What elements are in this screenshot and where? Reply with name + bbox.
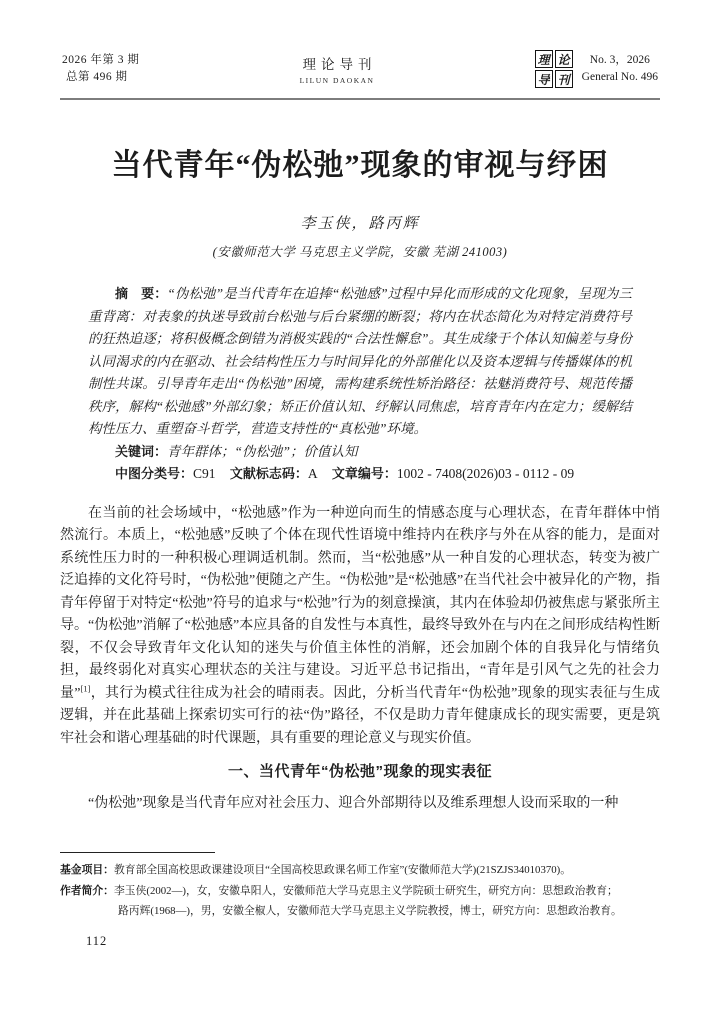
intro-paragraph: [60, 503, 660, 751]
issue-general-en: General No. 496: [581, 71, 658, 83]
clc-line: [88, 463, 632, 486]
seal-char: 导: [535, 70, 553, 88]
author-bio-note: [60, 881, 660, 902]
issue-number-en: No. 3，2026: [589, 53, 650, 66]
section1-paragraph: “伪松弛”现象是当代青年应对社会压力、迎合外部期待以及维系理想人设而采取的一种: [88, 795, 619, 811]
journal-name-cn: 理论导刊: [302, 57, 377, 72]
doc-code-value: A: [307, 466, 318, 481]
seal-char: 理: [535, 50, 553, 68]
clc-label: 中图分类号：: [115, 466, 194, 481]
article-affiliation: (安徽师范大学 马克思主义学院，安徽 芜湖 241003): [212, 245, 508, 259]
abstract-paragraph: [88, 283, 632, 441]
fund-project-label: 基金项目：: [60, 864, 114, 876]
fund-project-note: [60, 860, 660, 881]
seal-char: 论: [555, 50, 573, 68]
footnote-area: [60, 852, 660, 922]
keywords-text: 青年群体；“伪松弛”；价值认知: [167, 443, 358, 459]
citation-marker: [1]: [80, 682, 91, 693]
journal-seal-logo: [535, 50, 573, 88]
page-number: 112: [86, 934, 108, 948]
keywords-line: [88, 441, 632, 464]
article-title: 当代青年“伪松弛”现象的审视与纾困: [111, 149, 609, 182]
article-body: [60, 503, 660, 816]
issue-info-en-block: [535, 50, 658, 88]
journal-name-pinyin: LILUN DAOKAN: [299, 76, 375, 85]
section1-heading: 一、当代青年“伪松弛”现象的现实表征: [227, 763, 492, 780]
footnote-divider: [60, 852, 215, 853]
abstract-block: [60, 283, 660, 486]
fund-project-text: 教育部全国高校思政课建设项目“全国高校思政课名师工作室”(安徽师范大学)(21SZJS34010370)。: [113, 864, 572, 876]
article-id-value: 1002 - 7408(2026)03 - 0112 - 09: [396, 466, 575, 481]
intro-text-before: 在当前的社会场域中，“松弛感”作为一种逆向而生的情感态度与心理状态，在青年群体中悄然流行。本质上，“松弛感”反映了个体在现代性语境中维持内在秩序与外在从容的能力，是面对系统性压力时的一种积极心理调适机制。然而，当“松弛感”从一种自发的心理状态，转变为被广泛追捧的文化符号时，“伪松弛”便随之产生。“伪松弛”是“松弛感”在当代社会中被异化的产物，指青年停留于对特定“松弛”符号的追求与“松弛”行为的刻意操演，其内在体验却仍被焦虑与紧张所主导。“伪松弛”消解了“松弛感”本应具备的自发性与本真性，最终导致外在与内在之间形成结构性断裂，不仅会导致青年文化认知的迷失与价值主体性的消解，还会加剧个体的自我异化与情绪负担，最终弱化对真实心理状态的关注与建设。习近平总书记指出，“青年是引风气之先的社会力量”: [60, 505, 660, 701]
article-id-label: 文章编号：: [331, 466, 397, 481]
abstract-text: “伪松弛”是当代青年在追捧“松弛感”过程中异化而形成的文化现象，呈现为三重背离：对表象的执迷导致前台松弛与后台紧绷的断裂；将内在状态简化为对特定消费符号的狂热追逐；将积极概念倒错为消极实践的“合法性懈怠”。其生成缘于个体认知偏差与身份认同渴求的内在驱动、社会结构性压力与时间异化的外部催化以及资本逻辑与传播媒体的机制性共谋。引导青年走出“伪松弛”困境，需构建系统性矫治路径：祛魅消费符号、规范传播秩序，解构“松弛感”外部幻象；矫正价值认知、纾解认同焦虑，培育青年内在定力；缓解结构性压力、重塑奋斗哲学，营造支持性的“真松弛”环境。: [88, 286, 632, 436]
doc-code-label: 文献标志码：: [229, 466, 308, 481]
issue-info-cn: [62, 52, 139, 86]
abstract-label: 摘 要：: [115, 286, 168, 301]
journal-name-block: [298, 53, 377, 85]
author-bio-line1: 李玉侠(2002—)，女，安徽阜阳人，安徽师范大学马克思主义学院硕士研究生，研究方向：思想政治教育；: [113, 884, 618, 897]
author-bio-label: 作者简介：: [60, 884, 114, 897]
issue-year-number: 2026 年第 3 期: [62, 54, 140, 66]
journal-header: [60, 50, 660, 100]
issue-info-en: [582, 52, 658, 87]
seal-char: 刊: [555, 70, 573, 88]
keywords-label: 关键词：: [115, 443, 168, 459]
author-bio-continuation: 路丙辉(1968—)，男，安徽全椒人，安徽师范大学马克思主义学院教授，博士，研究方向：思想政治教育。: [118, 905, 622, 917]
article-authors: 李玉侠，路丙辉: [300, 216, 420, 232]
intro-text-after: ，其行为模式往往成为社会的晴雨表。因此，分析当代青年“伪松弛”现象的现实表征与生成逻辑，并在此基础上探索切实可行的祛“伪”路径，不仅是助力青年健康成长的现实需要，更是筑牢社会和谐心理基础的时代课题，具有重要的理论意义与现实价值。: [60, 685, 660, 746]
issue-total-number: 总第 496 期: [66, 71, 128, 83]
clc-value: C91: [193, 466, 216, 481]
